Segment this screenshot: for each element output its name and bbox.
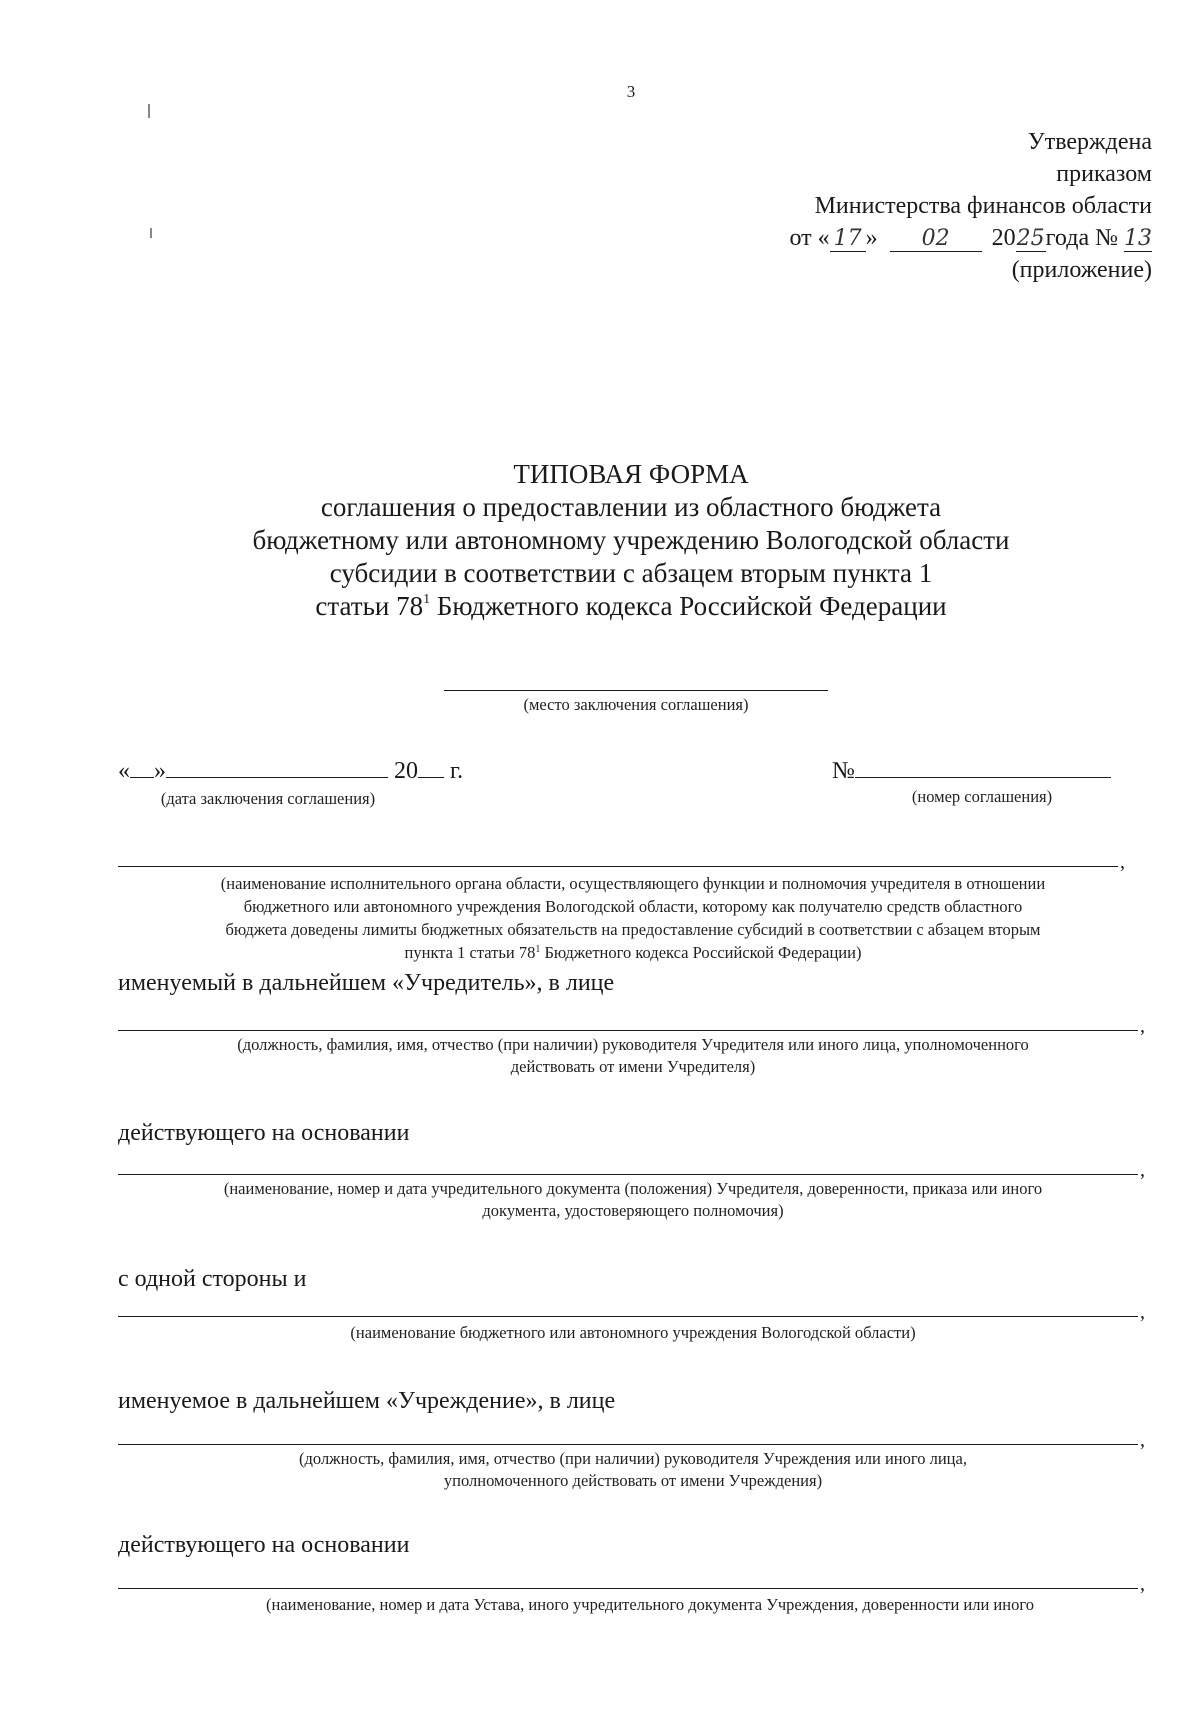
approval-line-4: от « 17 » 02 2025года № 13 bbox=[789, 225, 1152, 251]
institution-person-input-line[interactable] bbox=[118, 1444, 1138, 1445]
institution-person-caption: (должность, фамилия, имя, отчество (при наличии) руководителя Учреждения или иного лица, уполномоченного действовать от имени Учреждения) bbox=[299, 1449, 967, 1490]
number-caption: (номер соглашения) bbox=[911, 787, 1053, 806]
scan-mark bbox=[150, 228, 152, 238]
document-title bbox=[0, 458, 1200, 623]
approval-month: 02 bbox=[890, 227, 982, 252]
agreement-number-input[interactable] bbox=[855, 777, 1111, 778]
approval-line-1: Утверждена bbox=[1027, 129, 1152, 155]
approval-line-5: (приложение) bbox=[1011, 257, 1152, 283]
founder-named-label: именуемый в дальнейшем «Учредитель», в лице bbox=[118, 970, 615, 996]
institution-named-label: именуемое в дальнейшем «Учреждение», в лице bbox=[118, 1388, 616, 1414]
date-field: « » 20 г. bbox=[118, 758, 464, 784]
founder-basis-caption: (наименование, номер и дата учредительного документа (положения) Учредителя, доверенности, приказа или иного документа, удостоверяющего полномочия) bbox=[223, 1179, 1043, 1220]
number-field: № bbox=[832, 756, 1132, 786]
date-caption: (дата заключения соглашения) bbox=[160, 789, 376, 808]
place-caption: (место заключения соглашения) bbox=[523, 695, 749, 714]
founder-caption: (наименование исполнительного органа области, осуществляющего функции и полномочия учредителя в отношении бюджетного или автономного учреждения Вологодской области, которому как получателю средств областного бюджета доведены лимиты бюджетных обязательств на предоставление субсидий в соответствии с абзацем вторым пункта 1 статьи $78^1$ Бюджетного кодекса Российской Федерации) bbox=[220, 874, 1046, 962]
institution-caption: (наименование бюджетного или автономного учреждения Вологодской области) bbox=[350, 1323, 916, 1342]
title-line-1: ТИПОВАЯ ФОРМА bbox=[513, 459, 749, 489]
institution-basis-caption: (наименование, номер и дата Устава, иного учредительного документа Учреждения, доверенности или иного bbox=[266, 1595, 1034, 1614]
scan-mark bbox=[148, 104, 150, 118]
approval-day: 17 bbox=[830, 227, 866, 252]
approval-stamp-block bbox=[790, 126, 1153, 286]
title-line-2: соглашения о предоставлении из областного бюджета bbox=[320, 492, 942, 522]
institution-basis-input-line[interactable] bbox=[118, 1588, 1138, 1589]
title-line-3: бюджетному или автономному учреждению Вологодской области bbox=[252, 525, 1010, 555]
place-input-line[interactable] bbox=[444, 690, 828, 691]
founder-input-line[interactable] bbox=[118, 866, 1118, 867]
acting-basis-label-1: действующего на основании bbox=[118, 1120, 410, 1146]
approval-line-3: Министерства финансов области bbox=[814, 193, 1152, 219]
one-side-label: с одной стороны и bbox=[118, 1266, 307, 1292]
founder-person-input-line[interactable] bbox=[118, 1030, 1138, 1031]
title-line-5: статьи $78^1$ Бюджетного кодекса Российской Федерации bbox=[315, 591, 947, 621]
date-year-input[interactable] bbox=[418, 777, 444, 778]
date-day-input[interactable] bbox=[130, 777, 154, 778]
approval-number: 13 bbox=[1124, 226, 1152, 251]
approval-line-2: приказом bbox=[1056, 161, 1152, 187]
acting-basis-label-2: действующего на основании bbox=[118, 1532, 410, 1558]
founder-basis-input-line[interactable] bbox=[118, 1174, 1138, 1175]
date-month-input[interactable] bbox=[166, 777, 388, 778]
approval-year: 25 bbox=[1016, 226, 1045, 251]
institution-input-line[interactable] bbox=[118, 1316, 1138, 1317]
title-line-4: субсидии в соответствии с абзацем вторым пункта 1 bbox=[329, 558, 933, 588]
page-number: 3 bbox=[626, 82, 636, 101]
founder-person-caption: (должность, фамилия, имя, отчество (при наличии) руководителя Учредителя или иного лица, уполномоченного действовать от имени Учредителя) bbox=[237, 1035, 1029, 1076]
